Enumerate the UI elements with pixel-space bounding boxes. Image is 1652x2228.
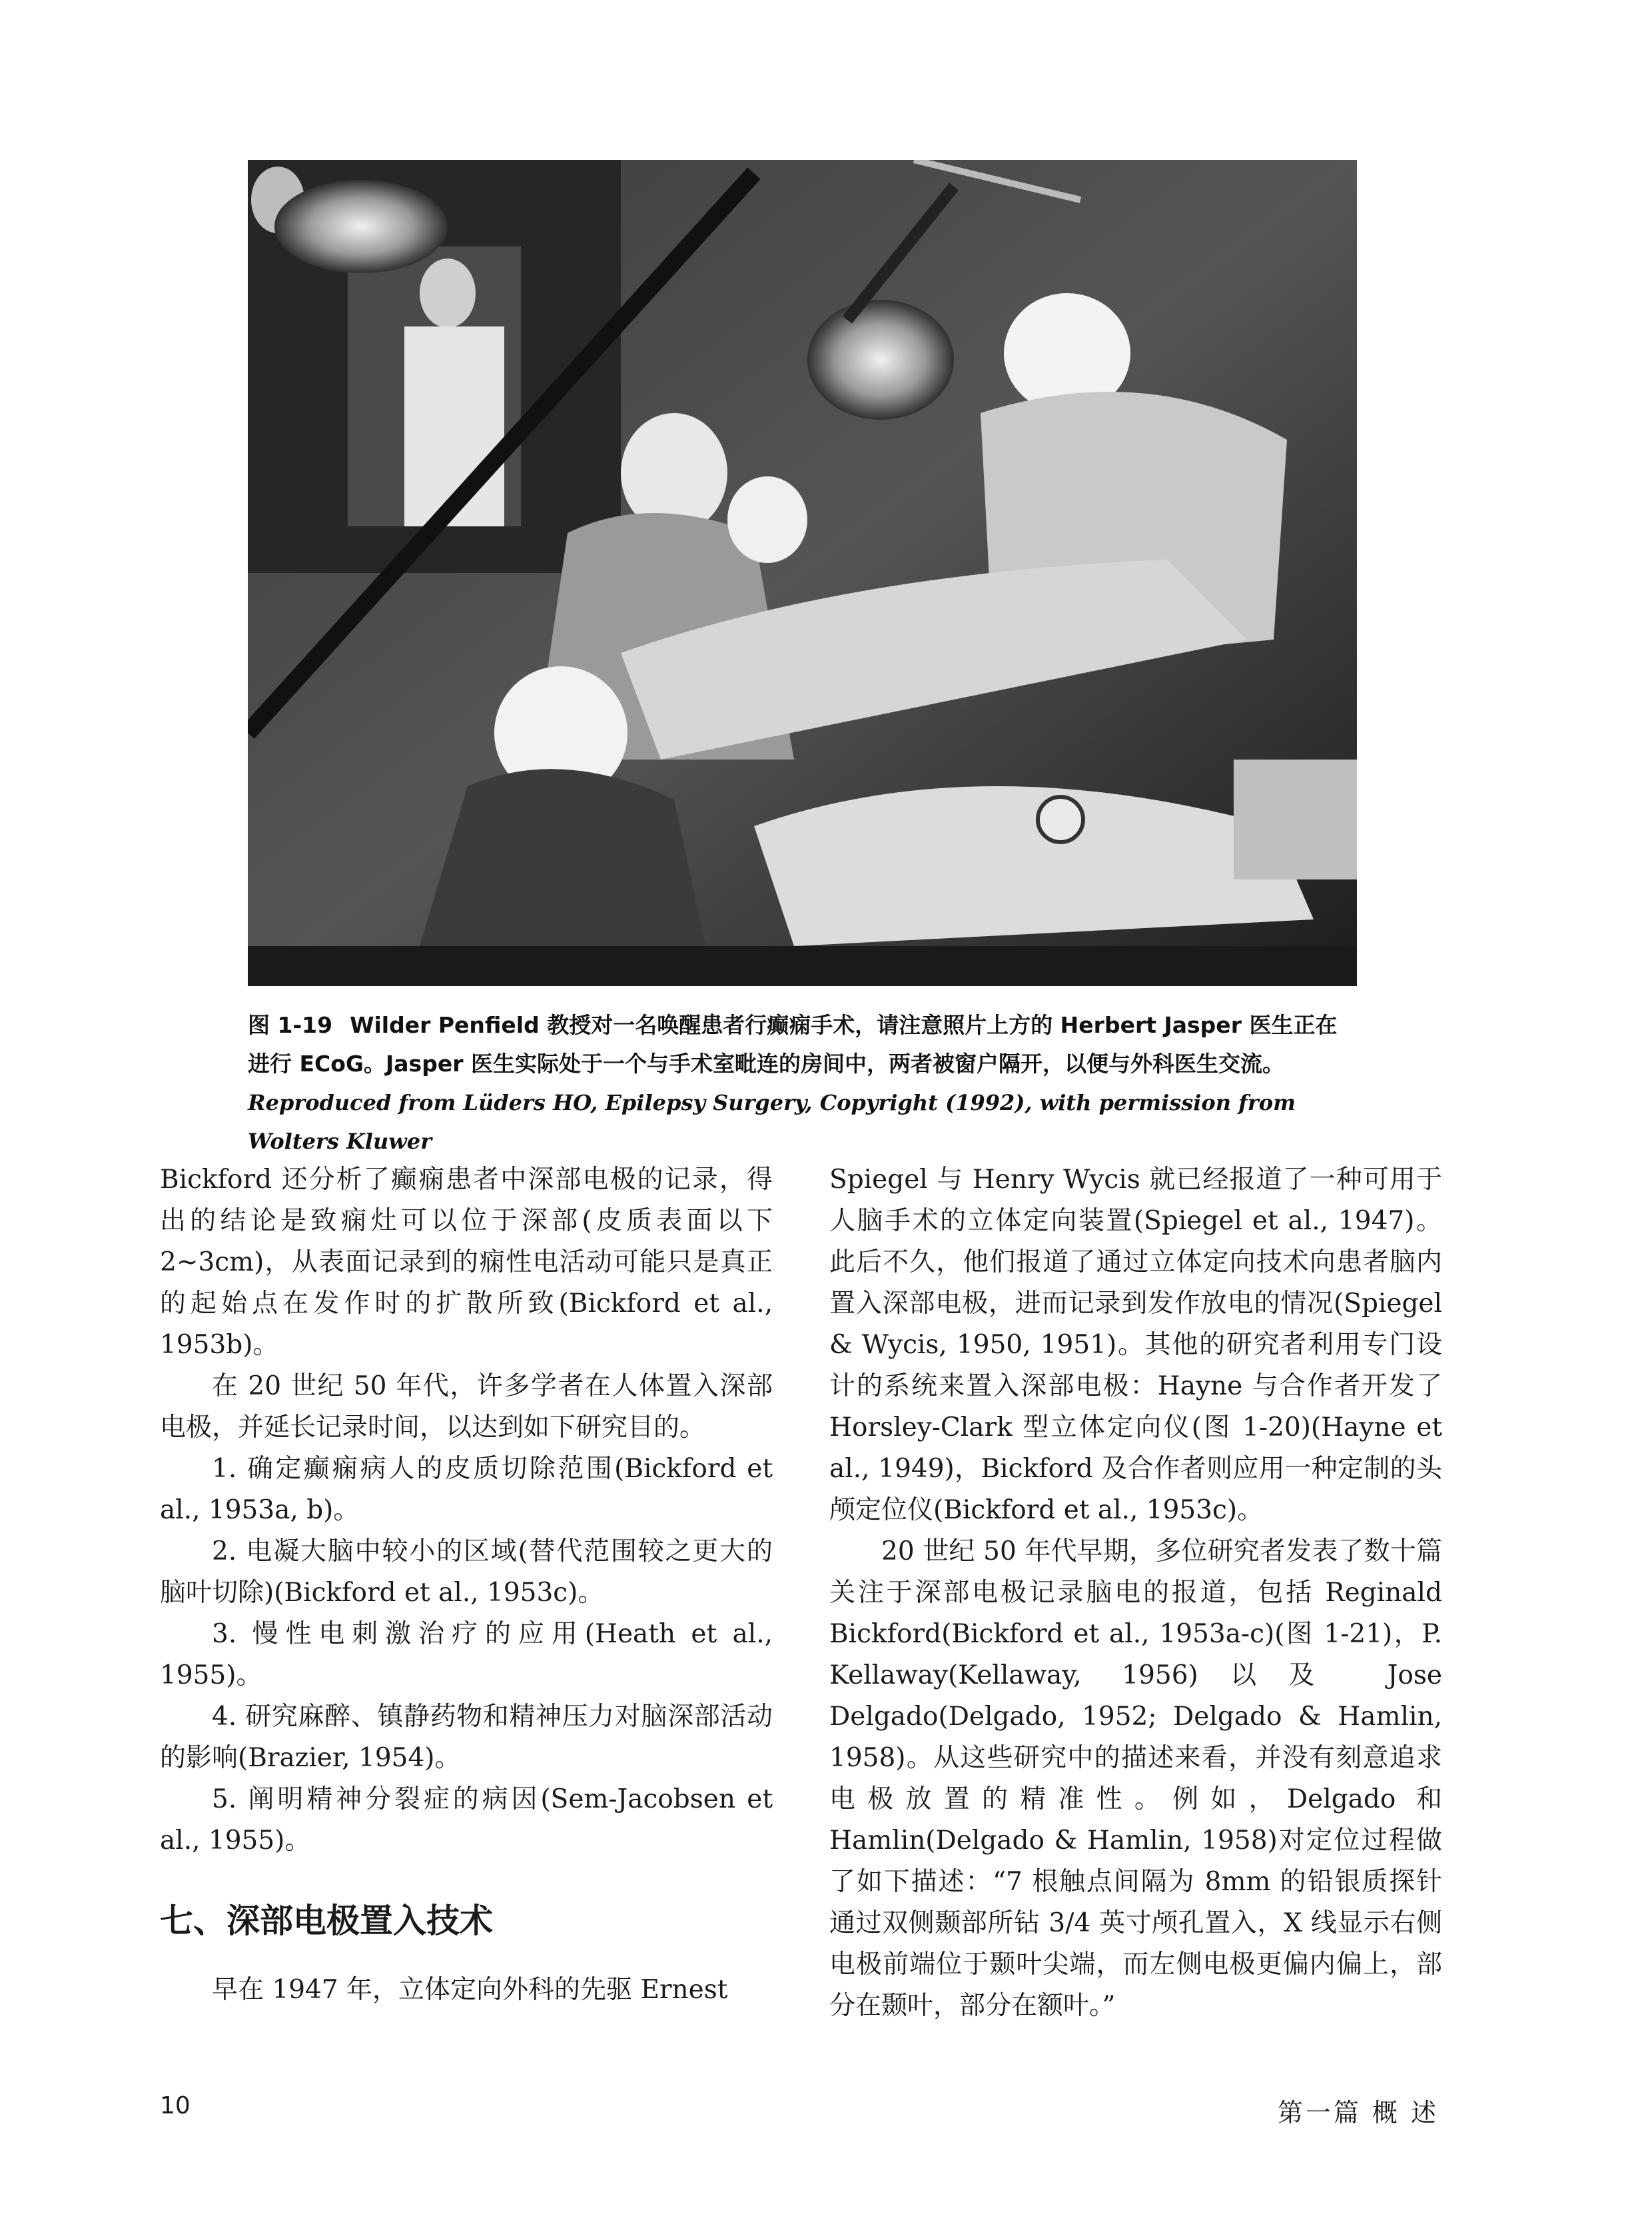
list-item: 2. 电凝大脑中较小的区域(替代范围较之更大的脑叶切除)(Bickford et al., 1953c)。 (160, 1536, 773, 1608)
caption-line-1 (248, 1006, 1394, 1045)
right-column (829, 1159, 1442, 2027)
list-item: 5. 阐明精神分裂症的病因(Sem-Jacobsen et al., 1955)。 (160, 1784, 773, 1856)
left-paragraph-3: 早在 1947 年，立体定向外科的先驱 Ernest (212, 1975, 728, 2005)
caption-text-1: Wilder Penfield 教授对一名唤醒患者行癫痫手术，请注意照片上方的 Herbert Jasper 医生正在 (350, 1012, 1338, 1038)
right-paragraph-2: 20 世纪 50 年代早期，多位研究者发表了数十篇关注于深部电极记录脑电的报道，包括 Reginald Bickford(Bickford et al., 1953a-c)(图 1-21)，P. Kellaway(Kellaway, 1956)以及 Jose Delgado(Delgado, 1952; Delgado & Hamlin, 1958)。从这些研究中的描述来看，并没有刻意追求电极放置的精准性。例如，Delgado 和 Hamlin(Delgado & Hamlin, 1958)对定位过程做了如下描述：“7 根触点间隔为 8mm 的铅银质探针通过双侧颞部所钻 3/4 英寸颅孔置入，X 线显示右侧电极前端位于颞叶尖端，而左侧电极更偏内偏上，部分在颞叶，部分在额叶。” (829, 1536, 1442, 2021)
list-item: 1. 确定癫痫病人的皮质切除范围(Bickford et al., 1953a, b)。 (160, 1454, 773, 1525)
figure-credit: Reproduced from Lüders HO, Epilepsy Surgery, Copyright (1992), with permission from Wolters Kluwer (248, 1090, 1296, 1154)
list-item: 3. 慢性电刺激治疗的应用(Heath et al., 1955)。 (160, 1619, 773, 1690)
list-item: 4. 研究麻醉、镇静药物和精神压力对脑深部活动的影响(Brazier, 1954)。 (160, 1702, 773, 1773)
caption-text-2: 进行 ECoG。Jasper 医生实际处于一个与手术室毗连的房间中，两者被窗户隔开，以便与外科医生交流。 (248, 1051, 1284, 1077)
running-head: 第一篇 概 述 (1277, 2098, 1439, 2127)
left-paragraph-2: 在 20 世纪 50 年代，许多学者在人体置入深部电极，并延长记录时间，以达到如下研究目的。 (160, 1371, 773, 1442)
figure-label: 图 1-19 (248, 1012, 333, 1038)
section-heading: 七、深部电极置入技术 (160, 1902, 493, 1940)
left-paragraph-1: Bickford 还分析了癫痫患者中深部电极的记录，得出的结论是致痫灶可以位于深部(皮质表面以下 2~3cm)，从表面记录到的痫性电活动可能只是真正的起始点在发作时的扩散所致(Bickford et al., 1953b)。 (160, 1165, 773, 1360)
right-paragraph-1: Spiegel 与 Henry Wycis 就已经报道了一种可用于人脑手术的立体定向装置(Spiegel et al., 1947)。此后不久，他们报道了通过立体定向技术向患者脑内置入深部电极，进而记录到发作放电的情况(Spiegel & Wycis, 1950, 1951)。其他的研究者利用专门设计的系统来置入深部电极：Hayne 与合作者开发了 Horsley-Clark 型立体定向仪(图 1-20)(Hayne et al., 1949)，Bickford 及合作者则应用一种定制的头颅定位仪(Bickford et al., 1953c)。 (829, 1165, 1442, 1525)
operating-room-photo (248, 160, 1357, 986)
page-number: 10 (160, 2092, 191, 2119)
figure-photo (248, 160, 1357, 986)
left-column (160, 1159, 773, 2011)
figure-caption (248, 1006, 1394, 1161)
